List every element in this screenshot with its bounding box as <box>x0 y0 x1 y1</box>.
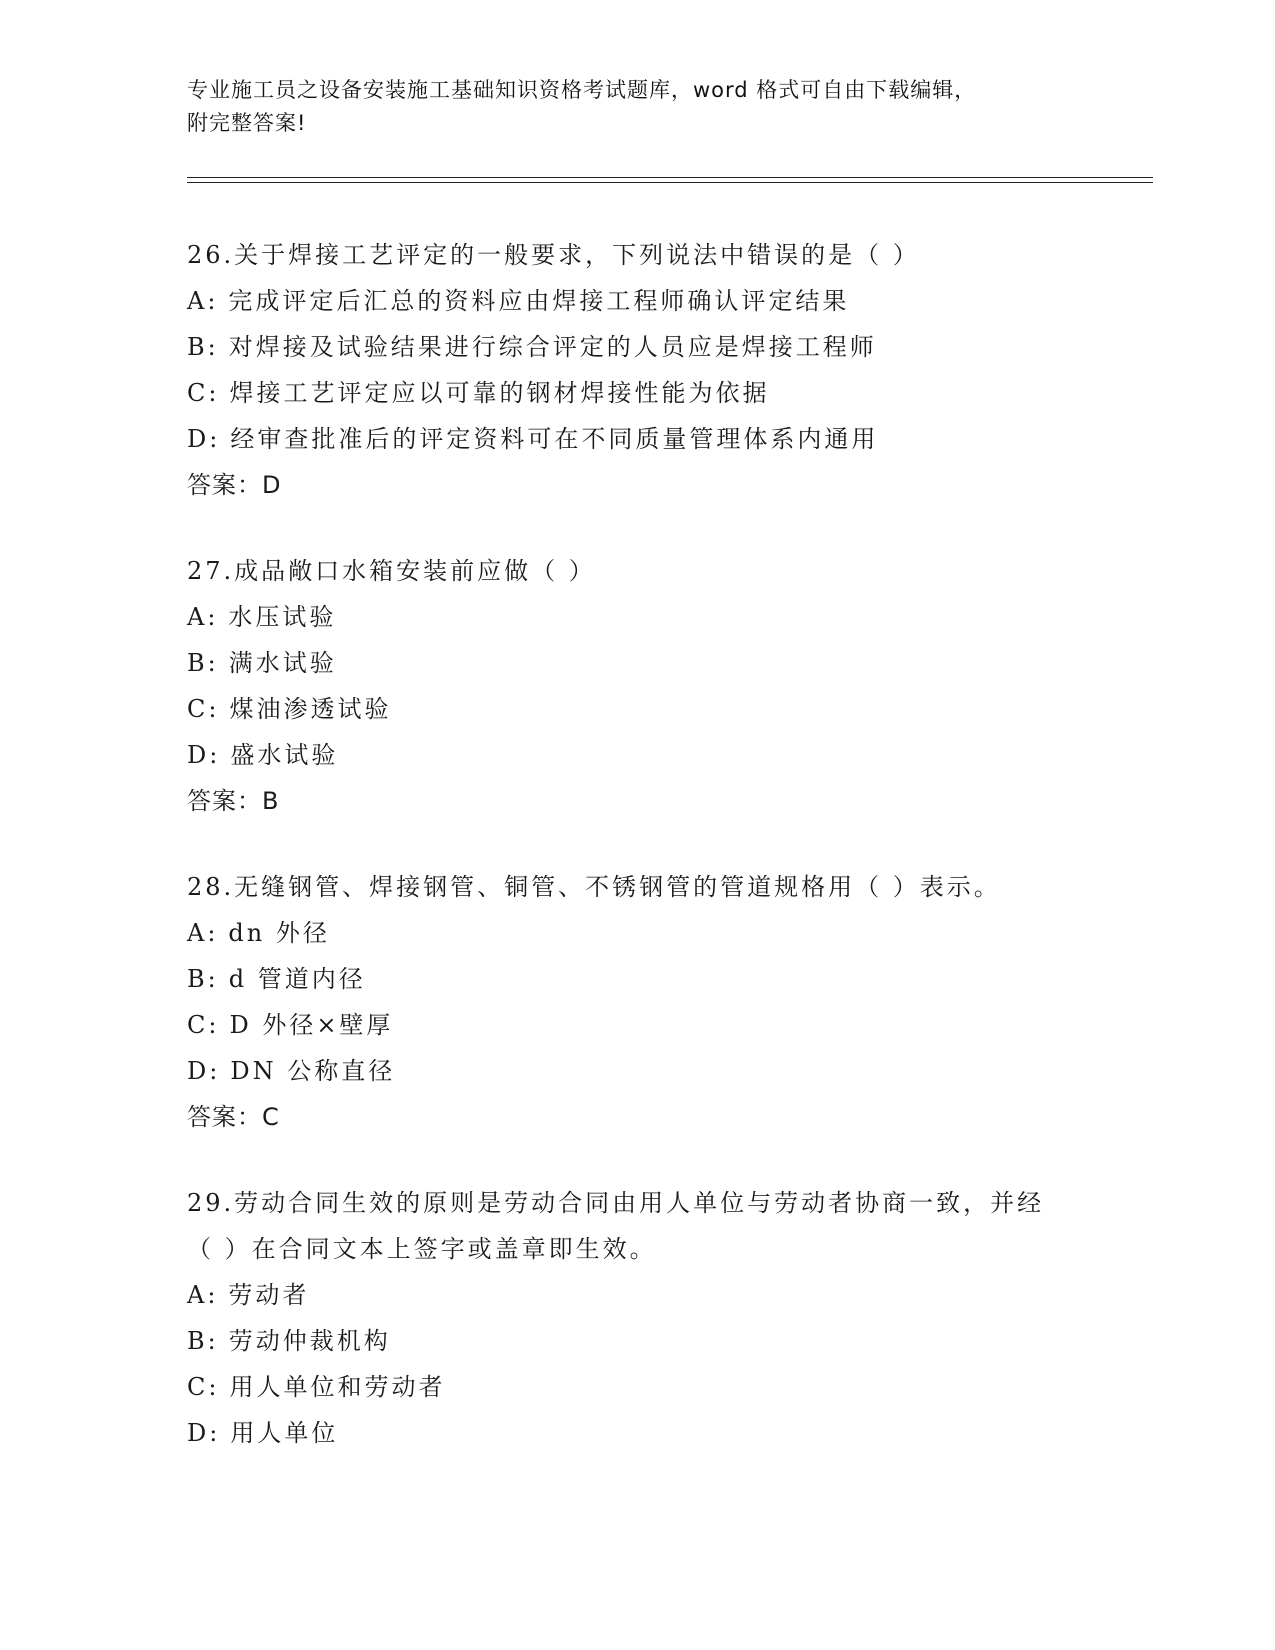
option-text: 煤油渗透试验 <box>229 695 392 723</box>
option-text: 用人单位 <box>230 1419 339 1447</box>
header-divider-bottom <box>187 182 1153 183</box>
option-text: d 管道内径 <box>228 965 366 993</box>
option-letter: C: <box>187 695 220 723</box>
option-a <box>187 594 1127 640</box>
question-27 <box>187 548 1127 824</box>
option-d <box>187 416 1127 462</box>
option-d <box>187 732 1127 778</box>
option-letter: C: <box>187 1011 220 1039</box>
option-letter: A: <box>187 919 219 947</box>
option-letter: B: <box>187 333 219 361</box>
option-text: 盛水试验 <box>230 741 339 769</box>
header-line-1: 专业施工员之设备安装施工基础知识资格考试题库，word 格式可自由下载编辑， <box>187 78 977 102</box>
option-b <box>187 1318 1127 1364</box>
option-letter: B: <box>187 965 219 993</box>
option-text: dn 外径 <box>228 919 330 947</box>
option-text: 劳动仲裁机构 <box>228 1327 391 1355</box>
option-d <box>187 1410 1127 1456</box>
option-c <box>187 370 1127 416</box>
option-text: 满水试验 <box>228 649 337 677</box>
question-29 <box>187 1180 1127 1456</box>
answer-line: 答案：C <box>187 1103 280 1131</box>
option-letter: D: <box>187 741 221 769</box>
option-letter: C: <box>187 379 220 407</box>
question-stem: 28.无缝钢管、焊接钢管、铜管、不锈钢管的管道规格用（ ）表示。 <box>187 873 1001 901</box>
question-stem: 26.关于焊接工艺评定的一般要求，下列说法中错误的是（ ） <box>187 241 920 269</box>
option-text: 对焊接及试验结果进行综合评定的人员应是焊接工程师 <box>228 333 877 361</box>
answer-line: 答案：B <box>187 787 280 815</box>
option-text: 焊接工艺评定应以可靠的钢材焊接性能为依据 <box>229 379 770 407</box>
option-text: 用人单位和劳动者 <box>229 1373 446 1401</box>
option-d <box>187 1048 1127 1094</box>
question-stem: 29.劳动合同生效的原则是劳动合同由用人单位与劳动者协商一致，并经（ ）在合同文本上签字或盖章即生效。 <box>187 1189 1045 1263</box>
header-divider-top <box>187 177 1153 178</box>
answer-line: 答案：D <box>187 471 282 499</box>
option-c <box>187 1364 1127 1410</box>
option-text: 经审查批准后的评定资料可在不同质量管理体系内通用 <box>230 425 879 453</box>
option-letter: B: <box>187 1327 219 1355</box>
option-letter: D: <box>187 1057 221 1085</box>
option-a <box>187 278 1127 324</box>
question-26 <box>187 232 1127 508</box>
option-b <box>187 324 1127 370</box>
option-c <box>187 1002 1127 1048</box>
option-text: D 外径×壁厚 <box>229 1011 394 1039</box>
option-letter: A: <box>187 287 219 315</box>
option-text: 水压试验 <box>228 603 337 631</box>
option-text: 劳动者 <box>228 1281 310 1309</box>
option-b <box>187 640 1127 686</box>
option-text: 完成评定后汇总的资料应由焊接工程师确认评定结果 <box>228 287 850 315</box>
option-letter: D: <box>187 1419 221 1447</box>
option-letter: B: <box>187 649 219 677</box>
option-letter: A: <box>187 1281 219 1309</box>
option-letter: A: <box>187 603 219 631</box>
option-letter: D: <box>187 425 221 453</box>
question-stem: 27.成品敞口水箱安装前应做（ ） <box>187 557 596 585</box>
option-text: DN 公称直径 <box>230 1057 396 1085</box>
option-a <box>187 1272 1127 1318</box>
option-a <box>187 910 1127 956</box>
document-header <box>187 74 1087 140</box>
header-line-2: 附完整答案! <box>187 111 307 135</box>
question-28 <box>187 864 1127 1140</box>
option-b <box>187 956 1127 1002</box>
option-letter: C: <box>187 1373 220 1401</box>
question-list <box>187 232 1127 1496</box>
option-c <box>187 686 1127 732</box>
